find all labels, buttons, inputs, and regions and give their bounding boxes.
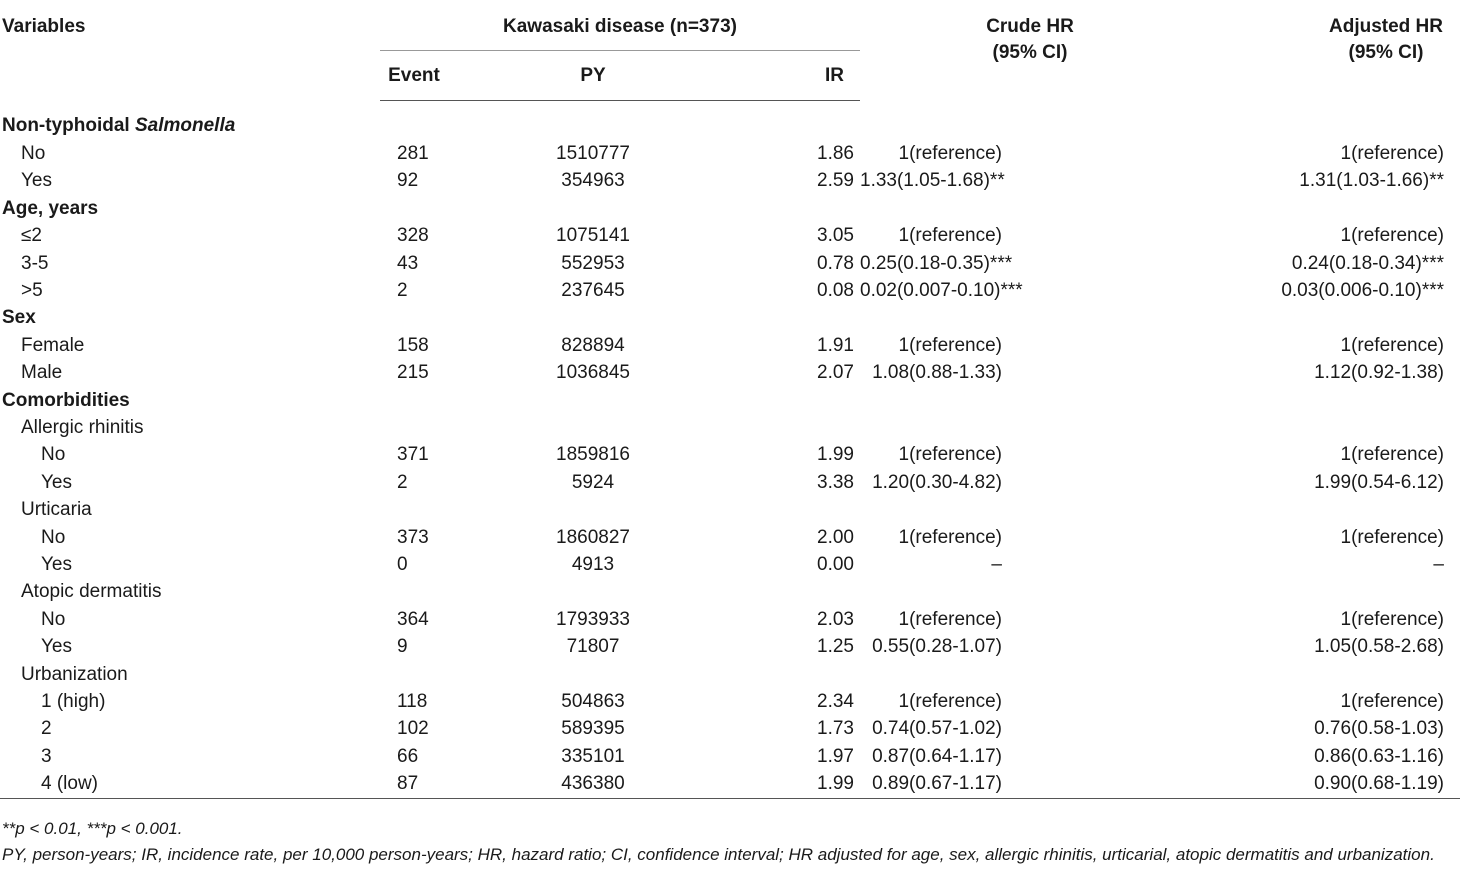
section-heading-text: Comorbidities: [2, 389, 130, 411]
cell-py: 354963: [561, 170, 625, 192]
table-row: [0, 250, 1460, 277]
cell-adjusted-hr: 0.90(0.68-1.19): [1160, 770, 1460, 798]
cell-adjusted-hr: 0.24(0.18-0.34)***: [1291, 252, 1444, 274]
empty-cell: [1160, 496, 1460, 523]
table-row: [0, 469, 1460, 496]
section-heading-text: Age, years: [2, 197, 99, 219]
table-row: [0, 743, 1460, 770]
section-heading-row: [0, 387, 1460, 414]
cell-ir: 1.91: [817, 334, 854, 356]
table-row: [0, 633, 1460, 660]
cell-py: 828894: [561, 334, 625, 356]
cell-crude-hr: –: [991, 553, 1002, 575]
cell-event: 43: [397, 252, 419, 274]
cell-ir: 0.00: [817, 553, 854, 575]
cell-event: 2: [397, 279, 408, 301]
cell-crude-hr: 0.55(0.28-1.07): [872, 636, 1002, 658]
subsection-heading-text: Urbanization: [21, 663, 128, 685]
row-label: Yes: [41, 553, 72, 575]
subsection-heading: [0, 496, 380, 523]
cell-adjusted-hr: –: [1433, 553, 1444, 575]
empty-cell: [448, 496, 738, 523]
empty-cell: [860, 387, 1160, 414]
table-row: [0, 359, 1460, 386]
cell-crude-hr: 1(reference): [898, 691, 1002, 713]
cell-event: 328: [397, 225, 429, 247]
empty-cell: [1160, 414, 1460, 441]
cell-crude-hr: 1(reference): [898, 526, 1002, 548]
section-heading-italic-text: Salmonella: [134, 115, 236, 137]
empty-cell: [448, 387, 738, 414]
header-event: Event: [380, 50, 448, 100]
empty-cell: [738, 304, 860, 331]
cell-crude-hr: 0.25(0.18-0.35)***: [860, 252, 1013, 274]
cell-py: 1510777: [556, 142, 630, 164]
empty-cell: [380, 661, 448, 688]
header-crude-hr-line1: Crude HR: [986, 16, 1074, 37]
header-adjusted-hr: [1160, 0, 1460, 100]
cell-ir: 0.78: [817, 252, 854, 274]
table-row: [0, 222, 1460, 249]
empty-cell: [738, 100, 860, 140]
cell-crude-hr: 1.08(0.88-1.33): [872, 362, 1002, 384]
subsection-heading-row: [0, 414, 1460, 441]
row-label: ≤2: [21, 225, 42, 247]
section-heading: [0, 304, 380, 331]
empty-cell: [860, 414, 1160, 441]
cell-ir: 1.97: [817, 745, 854, 767]
cell-ir: 2.00: [817, 526, 854, 548]
table-row: [0, 277, 1460, 304]
cell-py: 5924: [571, 471, 615, 493]
empty-cell: [860, 496, 1160, 523]
empty-cell: [738, 387, 860, 414]
cell-py: 1860827: [556, 526, 630, 548]
cell-crude-hr: 1(reference): [898, 608, 1002, 630]
empty-cell: [448, 304, 738, 331]
cell-ir: 1.86: [817, 142, 854, 164]
cell-event: 118: [397, 691, 428, 713]
section-heading-row: [0, 195, 1460, 222]
cell-ir: 2.07: [817, 362, 854, 384]
table-row: [0, 551, 1460, 578]
empty-cell: [380, 578, 448, 605]
empty-cell: [380, 195, 448, 222]
cell-crude-hr: 0.02(0.007-0.10)***: [860, 279, 1023, 301]
empty-cell: [1160, 387, 1460, 414]
row-label: 1 (high): [41, 691, 106, 713]
table-row: [0, 715, 1460, 742]
cell-py: 71807: [566, 636, 620, 658]
cell-py: 589395: [561, 718, 625, 740]
cell-ir: 1.25: [817, 636, 854, 658]
cell-crude-hr: 1(reference): [898, 225, 1002, 247]
empty-cell: [738, 661, 860, 688]
section-heading: [0, 100, 380, 140]
cell-event: 87: [380, 770, 448, 798]
cell-py: 1859816: [556, 444, 630, 466]
subsection-heading-row: [0, 578, 1460, 605]
table-row: [0, 167, 1460, 194]
row-label: 4 (low): [0, 770, 380, 798]
row-label: No: [21, 142, 46, 164]
empty-cell: [380, 100, 448, 140]
table-row: [0, 606, 1460, 633]
header-ir: IR: [738, 50, 860, 100]
empty-cell: [860, 578, 1160, 605]
row-label: 3-5: [21, 252, 49, 274]
cell-adjusted-hr: 1(reference): [1340, 142, 1444, 164]
cell-ir: 1.99: [817, 444, 854, 466]
empty-cell: [1160, 304, 1460, 331]
cell-event: 371: [397, 444, 429, 466]
row-label: Yes: [41, 636, 72, 658]
row-label: 2: [41, 718, 52, 740]
cell-event: 364: [397, 608, 429, 630]
subsection-heading: [0, 661, 380, 688]
row-label: >5: [21, 279, 43, 301]
cell-adjusted-hr: 1.05(0.58-2.68): [1314, 636, 1444, 658]
section-heading-row: [0, 304, 1460, 331]
cell-py: 436380: [448, 770, 738, 798]
cell-ir: 0.08: [817, 279, 854, 301]
empty-cell: [860, 661, 1160, 688]
empty-cell: [448, 578, 738, 605]
cell-adjusted-hr: 1(reference): [1340, 334, 1444, 356]
empty-cell: [860, 100, 1160, 140]
header-variables: Variables: [2, 16, 86, 37]
table-row: [0, 332, 1460, 359]
section-heading-text: Non-typhoidal: [2, 115, 135, 137]
header-py: PY: [448, 50, 738, 100]
empty-cell: [860, 304, 1160, 331]
cell-event: 215: [397, 362, 429, 384]
row-label: 3: [41, 745, 52, 767]
cell-py: 552953: [561, 252, 625, 274]
cell-ir: 2.03: [817, 608, 854, 630]
cell-py: 504863: [561, 691, 625, 713]
header-crude-hr: [860, 0, 1160, 100]
subsection-heading-row: [0, 661, 1460, 688]
cell-crude-hr: 0.89(0.67-1.17): [860, 770, 1160, 798]
cell-event: 92: [397, 170, 419, 192]
cell-adjusted-hr: 0.76(0.58-1.03): [1314, 718, 1444, 740]
empty-cell: [448, 661, 738, 688]
cell-py: 1036845: [556, 362, 630, 384]
subsection-heading: [0, 578, 380, 605]
subsection-heading: [0, 414, 380, 441]
empty-cell: [380, 414, 448, 441]
table-header: [0, 0, 1460, 100]
subsection-heading-row: [0, 496, 1460, 523]
table-body: [0, 100, 1460, 798]
cell-crude-hr: 1(reference): [898, 444, 1002, 466]
table-row: [0, 688, 1460, 715]
cell-py: 237645: [561, 279, 625, 301]
cell-adjusted-hr: 1.31(1.03-1.66)**: [1299, 170, 1444, 192]
cell-event: 0: [397, 553, 408, 575]
empty-cell: [860, 195, 1160, 222]
header-adjusted-hr-line1: Adjusted HR: [1329, 16, 1443, 37]
cell-py: 1075141: [556, 225, 630, 247]
cell-ir: 1.99: [738, 770, 860, 798]
cell-event: 281: [397, 142, 429, 164]
cell-event: 9: [397, 636, 408, 658]
cell-ir: 1.73: [817, 718, 854, 740]
empty-cell: [1160, 578, 1460, 605]
cell-crude-hr: 1(reference): [898, 334, 1002, 356]
row-label: No: [41, 608, 66, 630]
cell-adjusted-hr: 1(reference): [1340, 608, 1444, 630]
cell-event: 102: [397, 718, 429, 740]
cell-adjusted-hr: 1.99(0.54-6.12): [1314, 471, 1444, 493]
cell-ir: 3.38: [817, 471, 854, 493]
row-label: Female: [21, 334, 85, 356]
cell-py: 335101: [561, 745, 625, 767]
cell-adjusted-hr: 0.86(0.63-1.16): [1314, 745, 1444, 767]
cell-crude-hr: 1.20(0.30-4.82): [872, 471, 1002, 493]
empty-cell: [738, 578, 860, 605]
cell-adjusted-hr: 0.03(0.006-0.10)***: [1281, 279, 1444, 301]
cell-crude-hr: 0.87(0.64-1.17): [872, 745, 1002, 767]
cell-adjusted-hr: 1(reference): [1340, 691, 1444, 713]
cell-crude-hr: 1.33(1.05-1.68)**: [860, 170, 1005, 192]
empty-cell: [1160, 100, 1460, 140]
empty-cell: [448, 100, 738, 140]
empty-cell: [380, 387, 448, 414]
cell-event: 373: [397, 526, 429, 548]
header-adjusted-hr-line2: (95% CI): [1348, 42, 1424, 63]
section-heading-row: [0, 100, 1460, 140]
cell-ir: 2.34: [817, 691, 854, 713]
cell-event: 2: [397, 471, 408, 493]
empty-cell: [738, 195, 860, 222]
row-label: No: [41, 444, 66, 466]
row-label: Male: [21, 362, 63, 384]
table-row: [0, 524, 1460, 551]
subsection-heading-text: Allergic rhinitis: [21, 416, 144, 438]
empty-cell: [380, 304, 448, 331]
row-label: Yes: [41, 471, 72, 493]
cell-crude-hr: 1(reference): [898, 142, 1002, 164]
section-heading: [0, 195, 380, 222]
empty-cell: [738, 496, 860, 523]
cell-ir: 3.05: [817, 225, 854, 247]
cell-event: 66: [397, 745, 419, 767]
header-crude-hr-line2: (95% CI): [992, 42, 1068, 63]
footnote-abbreviations: PY, person-years; IR, incidence rate, per 10,000 person-years; HR, hazard ratio; CI, confidence interval; HR adjusted for age, sex, allergic rhinitis, urticarial, atopic dermatitis and urbanization.: [2, 845, 1435, 864]
cell-ir: 2.59: [817, 170, 854, 192]
empty-cell: [1160, 195, 1460, 222]
footnote-significance: **p < 0.01, ***p < 0.001.: [2, 819, 183, 838]
header-kawasaki-group: Kawasaki disease (n=373): [380, 0, 860, 50]
cell-adjusted-hr: 1(reference): [1340, 225, 1444, 247]
section-heading: [0, 387, 380, 414]
cell-py: 1793933: [556, 608, 630, 630]
row-label: Yes: [21, 170, 52, 192]
cell-adjusted-hr: 1(reference): [1340, 526, 1444, 548]
subsection-heading-text: Urticaria: [21, 499, 92, 521]
cell-py: 4913: [571, 553, 615, 575]
empty-cell: [448, 195, 738, 222]
table-row: [0, 770, 1460, 798]
section-heading-text: Sex: [2, 307, 36, 329]
cell-crude-hr: 0.74(0.57-1.02): [872, 718, 1002, 740]
cell-adjusted-hr: 1(reference): [1340, 444, 1444, 466]
subsection-heading-text: Atopic dermatitis: [21, 581, 162, 603]
row-label: No: [41, 526, 66, 548]
empty-cell: [738, 414, 860, 441]
table-row: [0, 140, 1460, 167]
cell-adjusted-hr: 1.12(0.92-1.38): [1314, 362, 1444, 384]
empty-cell: [380, 496, 448, 523]
cell-event: 158: [397, 334, 429, 356]
empty-cell: [1160, 661, 1460, 688]
table-row: [0, 441, 1460, 468]
empty-cell: [448, 414, 738, 441]
